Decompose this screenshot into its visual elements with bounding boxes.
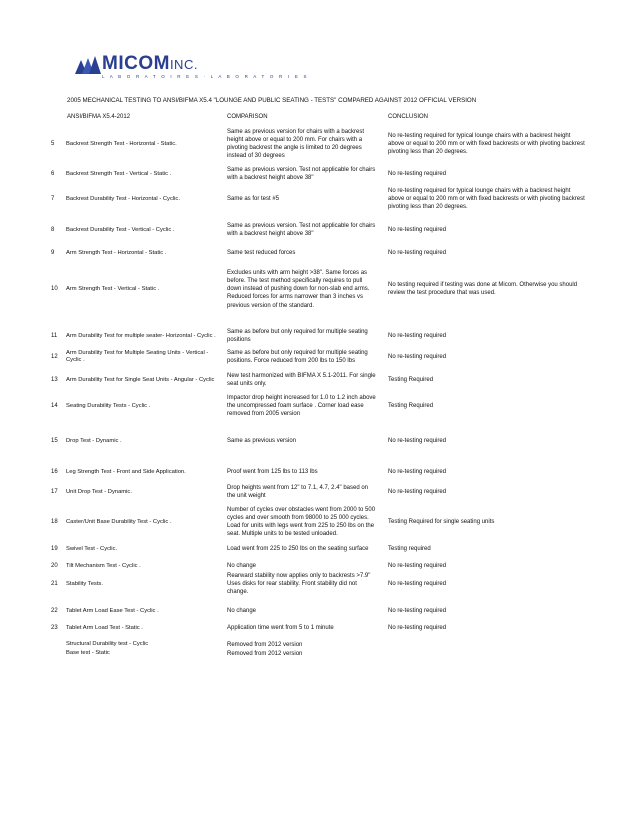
row-conclusion: No re-testing required (388, 354, 447, 360)
row-conclusion: No re-testing required (388, 625, 447, 631)
row-conclusion: No re-testing required (388, 333, 447, 339)
row-test-name: Backrest Durability Test - Horizontal - Cyclic. (66, 195, 180, 202)
extra-comparison-2: Removed from 2012 version (227, 651, 303, 657)
row-conclusion: Testing Required (388, 377, 434, 383)
logo-subtitle: L A B O R A T O I R E S · L A B O R A T O R I E S (102, 74, 309, 79)
column-header-conclusion: CONCLUSION (388, 114, 429, 120)
row-comparison: New test harmonized with BIFMA X 5.1-2011. For single seat units only. (227, 372, 376, 387)
row-comparison: Same as previous version for chairs with a backrest height above or equal to 200 mm. For chairs with a pivoting backrest the angle is limited to 20 degrees instead of 30 degrees (227, 128, 365, 160)
row-number: 16 (51, 469, 58, 475)
row-comparison: Same as before but only required for multiple seating positions. Force reduced from 200 lbs to 150 lbs (227, 349, 368, 364)
row-test-name: Arm Durability Test for Single Seat Units - Angular - Cyclic (66, 376, 215, 383)
row-comparison: Same as for test #5 (227, 196, 280, 202)
triangles-logo-icon (75, 56, 101, 74)
row-comparison: Drop heights went from 12" to 7.1, 4.7, 2.4" based on the unit weight (227, 484, 369, 499)
row-conclusion: Testing required (388, 546, 431, 552)
row-comparison: Rearward stability now applies only to backrests >7.9" Uses disks for rear stability. Front stability did not change. (227, 572, 371, 596)
row-comparison: Same as previous version. Test not applicable for chairs with a backrest height above 38" (227, 166, 376, 181)
row-conclusion: No testing required if testing was done at Micom. Otherwise you should review the test procedure that was used. (388, 281, 578, 296)
extra-test-2: Base test - Static (66, 650, 110, 656)
row-number: 12 (51, 354, 58, 360)
row-number: 9 (51, 250, 55, 256)
row-test-name: Backrest Strength Test - Horizontal - Static. (66, 140, 177, 147)
extra-test-1: Structural Durability test - Cyclic (66, 641, 149, 647)
row-number: 8 (51, 227, 55, 233)
row-number: 21 (51, 581, 58, 587)
row-number: 5 (51, 141, 55, 147)
row-comparison: Same as previous version (227, 438, 297, 444)
row-number: 10 (51, 286, 58, 292)
row-conclusion: No re-testing required (388, 250, 447, 256)
row-number: 23 (51, 625, 58, 631)
row-test-name: Arm Durability Test for multiple seater- Horizontal - Cyclic . (66, 332, 216, 339)
row-comparison: Impactor drop height increased for 1.0 to 1.2 inch above the uncompressed foam surface . Corner load ease removed from 2005 version (227, 394, 376, 418)
row-test-name: Drop Test - Dynamic . (66, 437, 122, 444)
row-conclusion: Testing Required for single seating units (388, 519, 495, 525)
row-number: 18 (51, 519, 58, 525)
row-comparison: Number of cycles over obstacles went from 2000 to 500 cycles and over smooth from 98000 to 25 000 cycles. Load for units with legs went from 225 to 250 lbs on the seat. Multiple units to be tested unloaded. (227, 506, 376, 538)
row-conclusion: No re-testing required (388, 581, 447, 587)
row-conclusion: Testing Required (388, 403, 434, 409)
row-comparison: Excludes units with arm height >38". Same forces as before. The test method specifically requires to pull down instead of pushing down for non-slab end arms. Reduced forces for arms narrower than 3 inches vs previous version of the standard. (227, 269, 370, 309)
row-comparison: No change (227, 563, 257, 569)
row-number: 17 (51, 489, 58, 495)
row-test-name: Leg Strength Test - Front and Side Application. (66, 468, 186, 475)
row-number: 15 (51, 438, 58, 444)
logo-wordmark: MICOMINC. (102, 53, 198, 74)
row-test-name: Arm Durability Test for Multiple Seating Units - Vertical - Cyclic . (66, 350, 209, 363)
row-comparison: Proof went from 125 lbs to 113 lbs (227, 469, 318, 475)
row-conclusion: No re-testing required (388, 469, 447, 475)
row-test-name: Tablet Arm Load Ease Test - Cyclic . (66, 607, 159, 614)
row-test-name: Tilt Mechanism Test - Cyclic . (66, 562, 141, 569)
row-number: 6 (51, 171, 55, 177)
row-number: 11 (51, 333, 58, 339)
row-number: 13 (51, 377, 58, 383)
row-number: 22 (51, 608, 58, 614)
row-test-name: Unit Drop Test - Dynamic. (66, 488, 132, 495)
row-conclusion: No re-testing required (388, 608, 447, 614)
row-conclusion: No re-testing required (388, 438, 447, 444)
micom-logo (75, 53, 309, 86)
row-comparison: Same as before but only required for multiple seating positions (227, 328, 368, 343)
row-comparison: Load went from 225 to 250 lbs on the seating surface (227, 546, 369, 552)
row-test-name: Arm Strength Test - Vertical - Static . (66, 285, 160, 292)
row-test-name: Seating Durability Tests - Cyclic . (66, 402, 151, 409)
row-number: 20 (51, 563, 58, 569)
column-header-comparison: COMPARISON (227, 114, 268, 120)
row-test-name: Tablet Arm Load Test - Static . (66, 624, 143, 631)
row-test-name: Caster/Unit Base Durability Test - Cyclic . (66, 518, 172, 525)
row-conclusion: No re-testing required (388, 563, 447, 569)
row-conclusion: No re-testing required (388, 227, 447, 233)
row-comparison: Same test reduced forces (227, 250, 296, 256)
column-header-standard: ANSI/BIFMA X5.4-2012 (67, 114, 131, 120)
row-number: 19 (51, 546, 58, 552)
row-comparison: Application time went from 5 to 1 minute (227, 625, 334, 631)
row-comparison: No change (227, 608, 257, 614)
row-test-name: Backrest Strength Test - Vertical - Static . (66, 170, 172, 177)
extra-comparison-1: Removed from 2012 version (227, 642, 303, 648)
row-number: 14 (51, 403, 58, 409)
document-title: 2005 MECHANICAL TESTING TO ANSI/BIFMA X5.4 "LOUNGE AND PUBLIC SEATING - TESTS" COMPARED AGAINST 2012 OFFICIAL VERSION (67, 97, 477, 104)
row-test-name: Swivel Test - Cyclic. (66, 545, 118, 552)
row-conclusion: No re-testing required for typical lounge chairs with a backrest height above or equal to 200 mm or with fixed backrests or with pivoting backrest pivoting less than 20 degrees. (388, 132, 585, 156)
row-number: 7 (51, 196, 55, 202)
row-test-name: Backrest Durability Test - Vertical - Cyclic . (66, 226, 175, 233)
row-conclusion: No re-testing required (388, 489, 447, 495)
row-test-name: Arm Strength Test - Horizontal - Static . (66, 249, 167, 256)
row-conclusion: No re-testing required (388, 171, 447, 177)
row-comparison: Same as previous version. Test not applicable for chairs with a backrest height above 38" (227, 222, 376, 237)
row-test-name: Stability Tests. (66, 580, 103, 587)
row-conclusion: No re-testing required for typical lounge chairs with a backrest height above or equal to 200 mm or with fixed backrests or with pivoting backrest pivoting less than 20 degrees. (388, 187, 585, 211)
